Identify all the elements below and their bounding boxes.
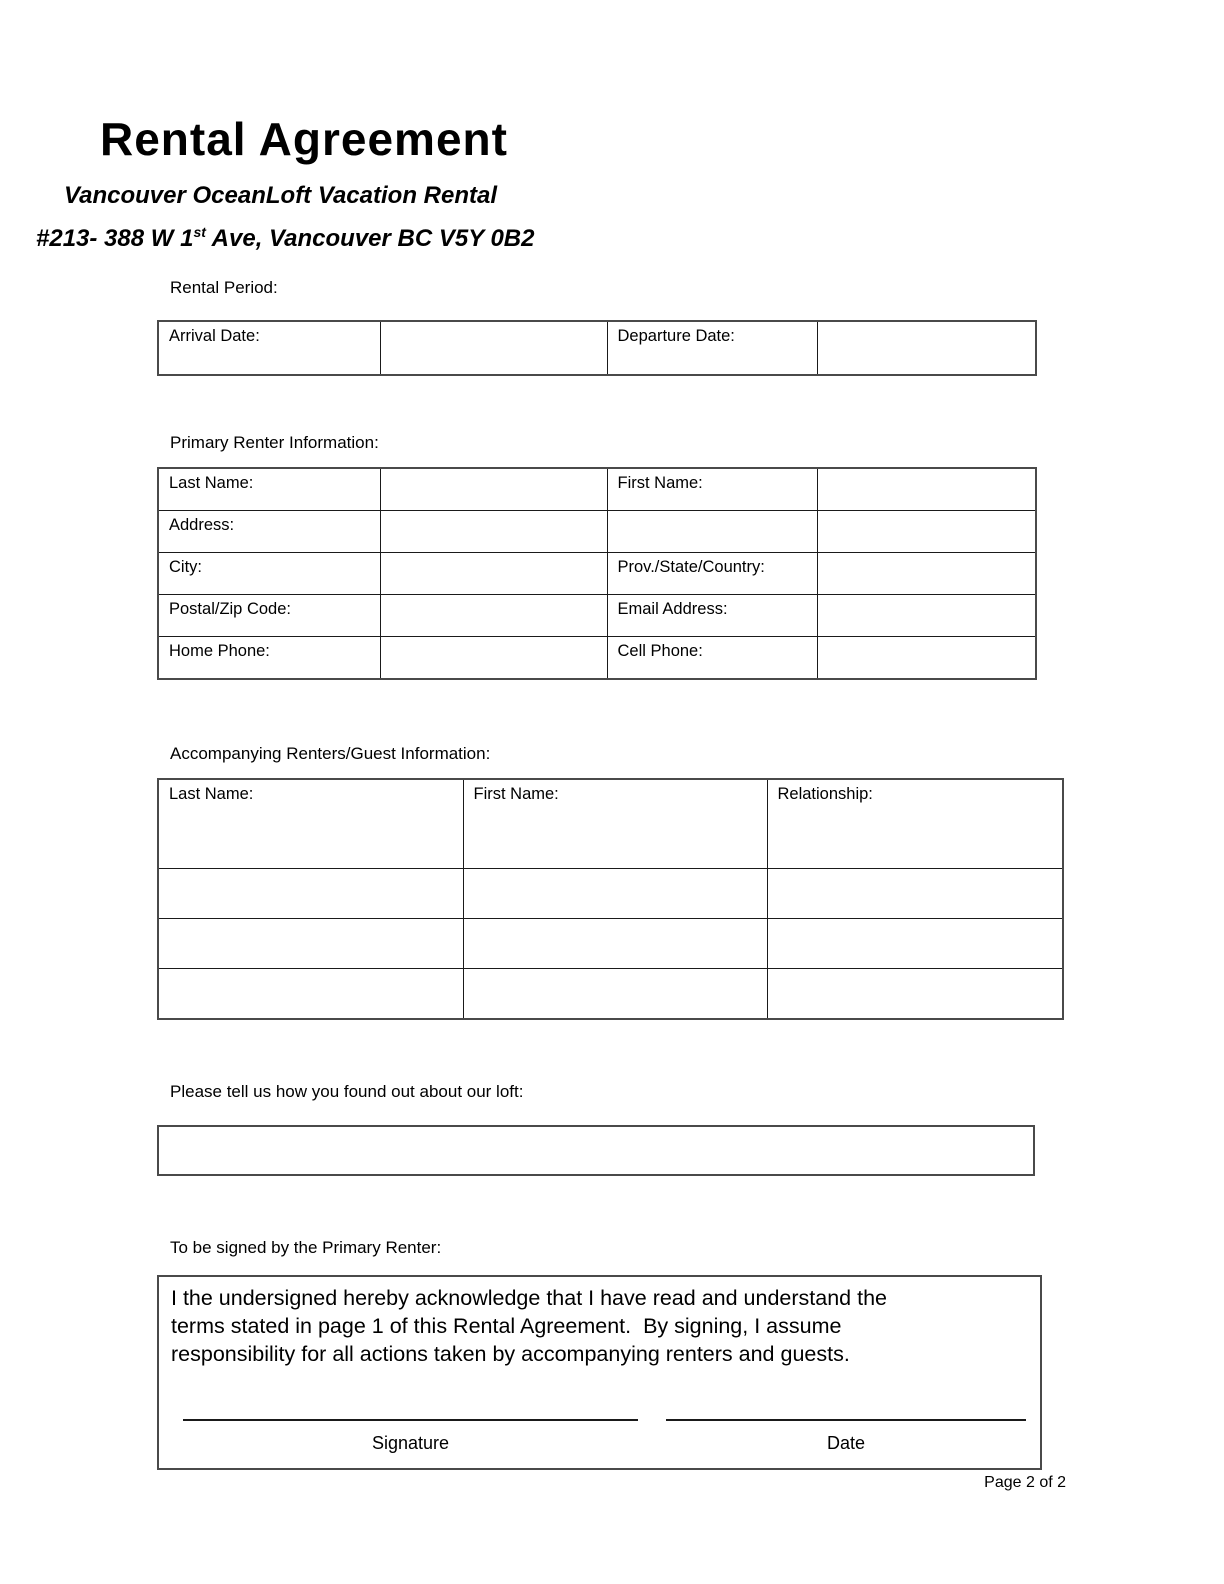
guest-first-name-field[interactable]	[463, 969, 767, 1020]
signature-label: Signature	[371, 1433, 450, 1453]
table-row	[158, 511, 1036, 553]
address-post: Ave, Vancouver BC V5Y 0B2	[205, 225, 535, 252]
guest-relationship-field[interactable]	[767, 969, 1063, 1020]
address-extra-label	[607, 511, 817, 553]
referral-section-label: Please tell us how you found out about our loft:	[170, 1082, 524, 1101]
arrival-date-field[interactable]	[380, 321, 607, 375]
rental-period-table	[157, 320, 1037, 376]
signature-line[interactable]	[183, 1419, 638, 1421]
acknowledgement-text-line: responsibility for all actions taken by accompanying renters and guests.	[171, 1342, 850, 1366]
first-name-field[interactable]	[817, 468, 1036, 511]
address-field[interactable]	[380, 511, 607, 553]
page-address	[0, 224, 1224, 253]
cell-phone-label: Cell Phone:	[607, 637, 817, 680]
address-extra-field[interactable]	[817, 511, 1036, 553]
primary-renter-section-label: Primary Renter Information:	[170, 433, 379, 452]
city-label: City:	[158, 553, 380, 595]
acknowledgement-box	[157, 1275, 1042, 1470]
acknowledgement-text-line: I the undersigned hereby acknowledge that I have read and understand the	[171, 1286, 887, 1310]
guest-relationship-field[interactable]	[767, 869, 1063, 919]
signature-labels-row	[183, 1433, 1028, 1454]
rental-period-section-label: Rental Period:	[170, 278, 278, 297]
guest-last-name-field[interactable]	[158, 969, 463, 1020]
address-ordinal-suffix: st	[193, 224, 206, 240]
guest-relationship-column-header: Relationship:	[767, 779, 1063, 869]
email-field[interactable]	[817, 595, 1036, 637]
postal-zip-label: Postal/Zip Code:	[158, 595, 380, 637]
arrival-date-label: Arrival Date:	[158, 321, 380, 375]
guest-last-name-field[interactable]	[158, 869, 463, 919]
page-title: Rental Agreement	[100, 113, 508, 165]
prov-state-country-field[interactable]	[817, 553, 1036, 595]
guests-table	[157, 778, 1064, 1020]
guest-last-name-field[interactable]	[158, 919, 463, 969]
last-name-field[interactable]	[380, 468, 607, 511]
signature-lines-row	[183, 1405, 1028, 1421]
date-label: Date	[826, 1433, 866, 1453]
table-row	[158, 637, 1036, 680]
page-number: Page 2 of 2	[984, 1474, 1066, 1491]
primary-renter-table	[157, 467, 1037, 680]
signing-section-label: To be signed by the Primary Renter:	[170, 1238, 442, 1257]
referral-input-box[interactable]	[157, 1125, 1035, 1176]
postal-zip-field[interactable]	[380, 595, 607, 637]
table-row	[158, 468, 1036, 511]
guest-row	[158, 869, 1063, 919]
page-subtitle: Vancouver OceanLoft Vacation Rental	[64, 182, 497, 209]
departure-date-field[interactable]	[817, 321, 1036, 375]
guest-first-name-field[interactable]	[463, 919, 767, 969]
table-row	[158, 553, 1036, 595]
guest-row	[158, 919, 1063, 969]
date-line[interactable]	[666, 1419, 1026, 1421]
home-phone-label: Home Phone:	[158, 637, 380, 680]
address-label: Address:	[158, 511, 380, 553]
guest-first-name-field[interactable]	[463, 869, 767, 919]
prov-state-country-label: Prov./State/Country:	[607, 553, 817, 595]
guest-first-name-column-header: First Name:	[463, 779, 767, 869]
guest-last-name-column-header: Last Name:	[158, 779, 463, 869]
email-label: Email Address:	[607, 595, 817, 637]
last-name-label: Last Name:	[158, 468, 380, 511]
guests-section-label: Accompanying Renters/Guest Information:	[170, 744, 491, 763]
guest-relationship-field[interactable]	[767, 919, 1063, 969]
acknowledgement-text-line: terms stated in page 1 of this Rental Agreement. By signing, I assume	[171, 1314, 842, 1338]
home-phone-field[interactable]	[380, 637, 607, 680]
departure-date-label: Departure Date:	[607, 321, 817, 375]
city-field[interactable]	[380, 553, 607, 595]
rental-period-row	[158, 321, 1036, 375]
guest-row	[158, 969, 1063, 1020]
first-name-label: First Name:	[607, 468, 817, 511]
cell-phone-field[interactable]	[817, 637, 1036, 680]
address-pre: #213- 388 W 1	[36, 225, 194, 252]
guests-header-row	[158, 779, 1063, 869]
table-row	[158, 595, 1036, 637]
